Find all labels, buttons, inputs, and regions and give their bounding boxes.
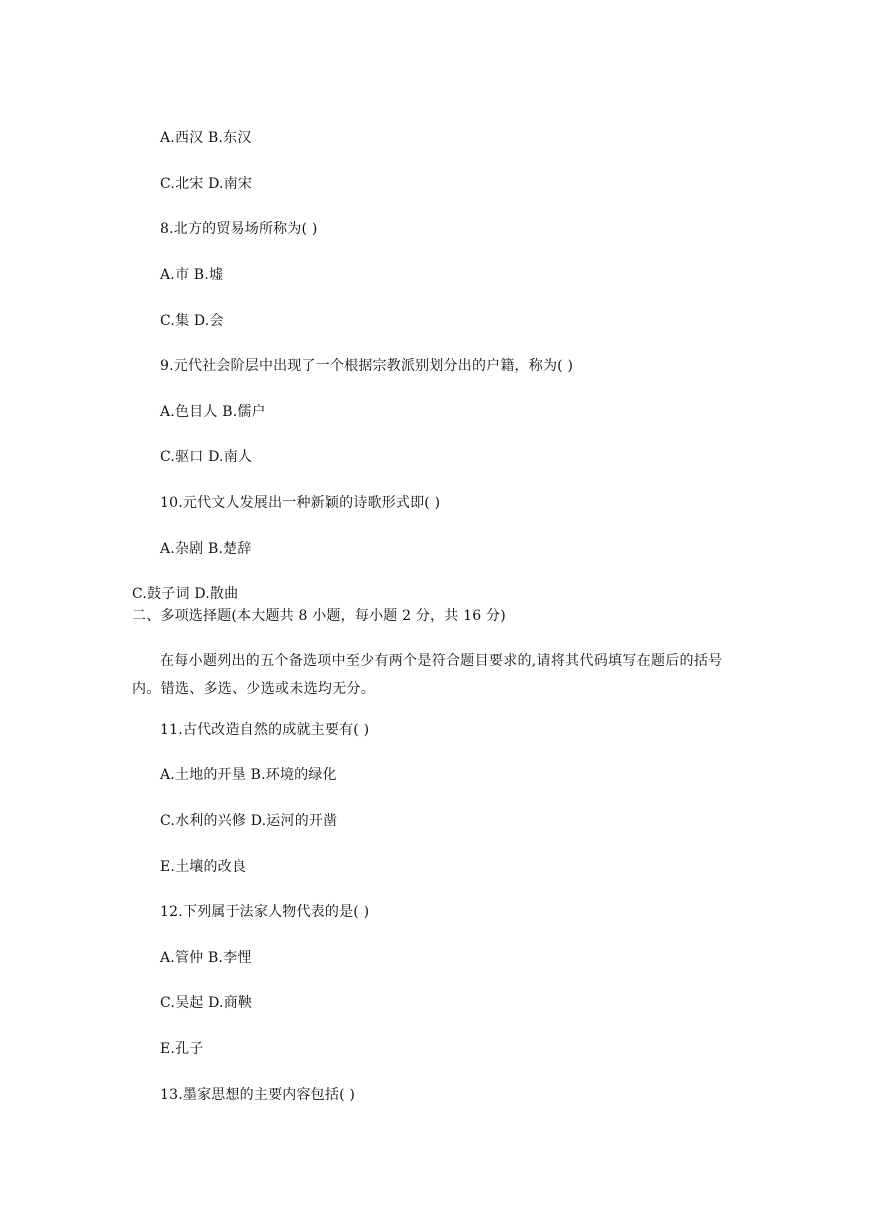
option-line-e-q12: E.孔子 — [160, 1041, 204, 1057]
question-10: 10.元代文人发展出一种新颖的诗歌形式即( ) — [160, 495, 441, 511]
section-instructions: 在每小题列出的五个备选项中至少有两个是符合题目要求的,请将其代码填写在题后的括号内。错选、多选、少选或未选均无分。 — [132, 653, 723, 697]
question-12: 12.下列属于法家人物代表的是( ) — [160, 904, 370, 920]
option-line-c-d-q10: C.鼓子词 D.散曲 — [132, 586, 239, 602]
option-line-c-d-q7: C.北宋 D.南宋 — [160, 176, 253, 192]
option-line-a-b-q9: A.色目人 B.儒户 — [160, 404, 266, 420]
question-8: 8.北方的贸易场所称为( ) — [160, 221, 318, 237]
option-line-a-b-q7: A.西汉 B.东汉 — [160, 130, 252, 146]
option-line-c-d-q9: C.驱口 D.南人 — [160, 449, 253, 465]
option-line-c-d-q8: C.集 D.会 — [160, 313, 224, 329]
option-line-e-q11: E.土壤的改良 — [160, 859, 247, 875]
option-line-a-b-q12: A.管仲 B.李悝 — [160, 950, 252, 966]
option-line-a-b-q11: A.土地的开垦 B.环境的绿化 — [160, 767, 337, 783]
option-line-a-b-q8: A.市 B.墟 — [160, 267, 224, 283]
question-13: 13.墨家思想的主要内容包括( ) — [160, 1087, 356, 1103]
section-heading-multiple-choice: 二、多项选择题(本大题共 8 小题，每小题 2 分，共 16 分) — [132, 608, 506, 624]
option-line-c-d-q12: C.吴起 D.商鞅 — [160, 995, 253, 1011]
option-line-a-b-q10: A.杂剧 B.楚辞 — [160, 541, 252, 557]
question-11: 11.古代改造自然的成就主要有( ) — [160, 722, 370, 738]
question-9: 9.元代社会阶层中出现了一个根据宗教派别划分出的户籍，称为( ) — [160, 358, 574, 374]
option-line-c-d-q11: C.水利的兴修 D.运河的开凿 — [160, 813, 338, 829]
